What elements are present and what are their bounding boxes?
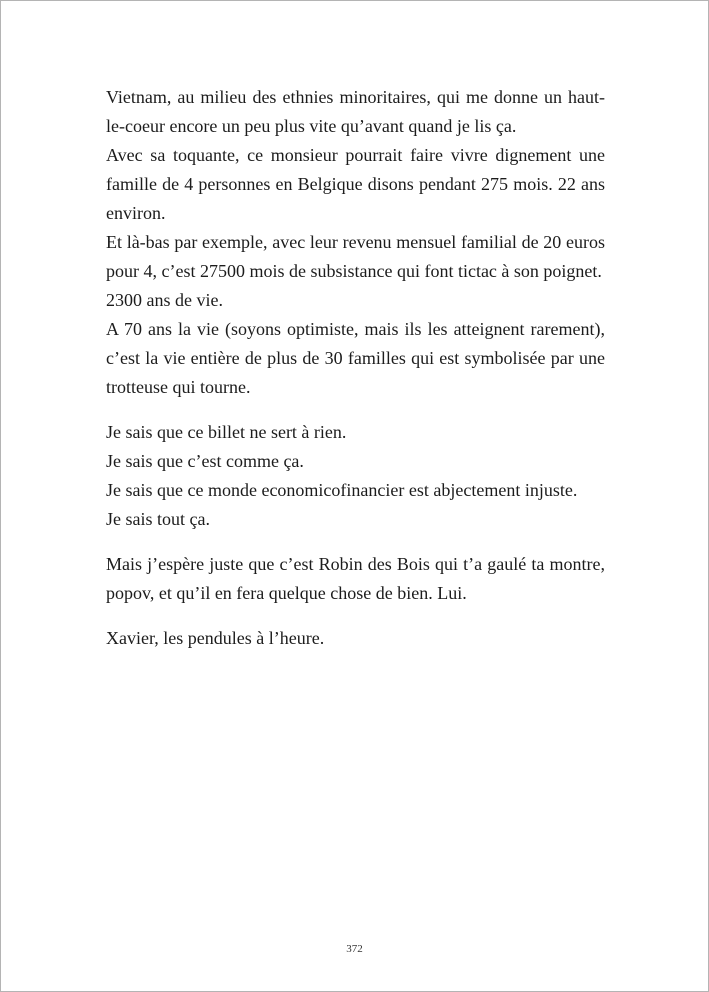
page-number: 372 <box>346 943 363 955</box>
paragraph: Je sais que ce billet ne sert à rien. <box>106 422 347 442</box>
paragraph: A 70 ans la vie (soyons optimiste, mais ils les atteignent rarement), c’est la vie entière de plus de 30 familles qui est symbolisée par une trotteuse qui tourne. <box>106 319 605 397</box>
text-section-signature <box>106 624 605 653</box>
text-section-je-sais <box>106 418 605 534</box>
text-section-main <box>106 83 605 402</box>
page-content <box>106 83 605 653</box>
paragraph: Avec sa toquante, ce monsieur pourrait faire vivre dignement une famille de 4 personnes en Belgique disons pendant 275 mois. 22 ans environ. <box>106 145 605 223</box>
paragraph: Xavier, les pendules à l’heure. <box>106 628 325 648</box>
paragraph: Et là-bas par exemple, avec leur revenu mensuel familial de 20 euros pour 4, c’est 27500 mois de subsistance qui font tictac à son poignet. <box>106 232 605 281</box>
paragraph: Je sais que c’est comme ça. <box>106 451 304 471</box>
paragraph: Mais j’espère juste que c’est Robin des Bois qui t’a gaulé ta montre, popov, et qu’il en fera quelque chose de bien. Lui. <box>106 554 605 603</box>
paragraph: Vietnam, au milieu des ethnies minoritaires, qui me donne un haut-le-coeur encore un peu plus vite qu’avant quand je lis ça. <box>106 87 605 136</box>
text-section-espoir <box>106 550 605 608</box>
paragraph: Je sais que ce monde economicofinancier est abjectement injuste. <box>106 480 578 500</box>
paragraph: 2300 ans de vie. <box>106 290 223 310</box>
paragraph: Je sais tout ça. <box>106 509 210 529</box>
